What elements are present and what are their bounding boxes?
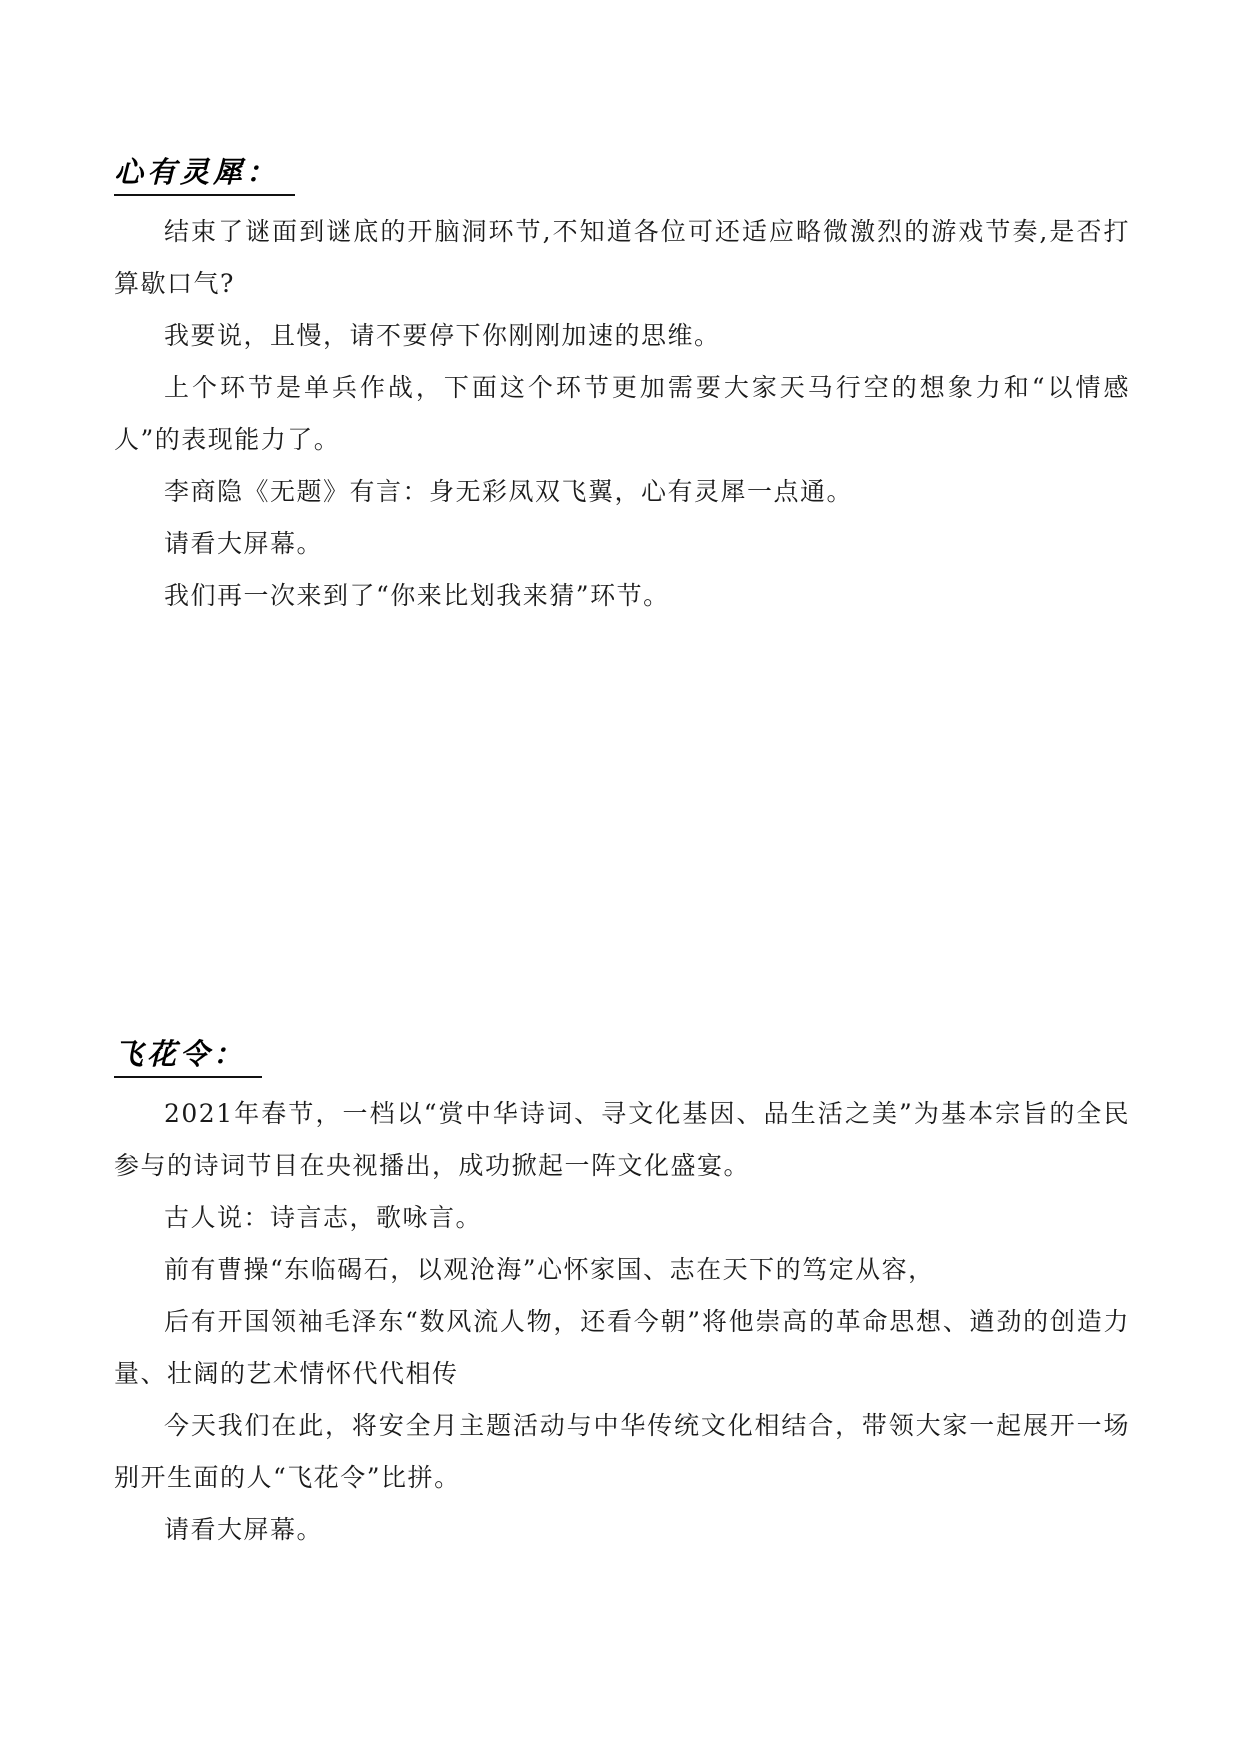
- paragraph: 我们再一次来到了“你来比划我来猜”环节。: [164, 581, 670, 610]
- section-feihualing: [114, 1032, 1130, 1556]
- paragraph: 古人说：诗言志，歌咏言。: [164, 1203, 483, 1232]
- paragraph: 请看大屏幕。: [164, 1515, 324, 1544]
- paragraph: 2021年春节，一档以“赏中华诗词、寻文化基因、品生活之美”为基本宗旨的全民参与的诗词节目在央视播出，成功掀起一阵文化盛宴。: [114, 1099, 1130, 1180]
- section-heading: 心有灵犀：: [114, 155, 280, 189]
- paragraph: 请看大屏幕。: [164, 529, 324, 558]
- paragraph: 李商隐《无题》有言：身无彩凤双飞翼，心有灵犀一点通。: [164, 477, 854, 506]
- paragraph: 今天我们在此，将安全月主题活动与中华传统文化相结合，带领大家一起展开一场别开生面的人“飞花令”比拼。: [114, 1411, 1130, 1492]
- paragraph: 上个环节是单兵作战，下面这个环节更加需要大家天马行空的想象力和“以情感人”的表现能力了。: [114, 373, 1130, 454]
- section-xinyoulingxi: [114, 150, 1130, 622]
- section-heading-underline: [114, 1032, 262, 1078]
- paragraph: 结束了谜面到谜底的开脑洞环节,不知道各位可还适应略微激烈的游戏节奏,是否打算歇口气?: [114, 217, 1130, 298]
- section-heading-underline: [114, 150, 295, 196]
- paragraph: 前有曹操“东临碣石，以观沧海”心怀家国、志在天下的笃定从容，: [164, 1255, 935, 1284]
- paragraph: 后有开国领袖毛泽东“数风流人物，还看今朝”将他崇高的革命思想、遒劲的创造力量、壮阔的艺术情怀代代相传: [114, 1307, 1130, 1388]
- section-heading: 飞花令：: [114, 1037, 247, 1071]
- paragraph: 我要说，且慢，请不要停下你刚刚加速的思维。: [164, 321, 721, 350]
